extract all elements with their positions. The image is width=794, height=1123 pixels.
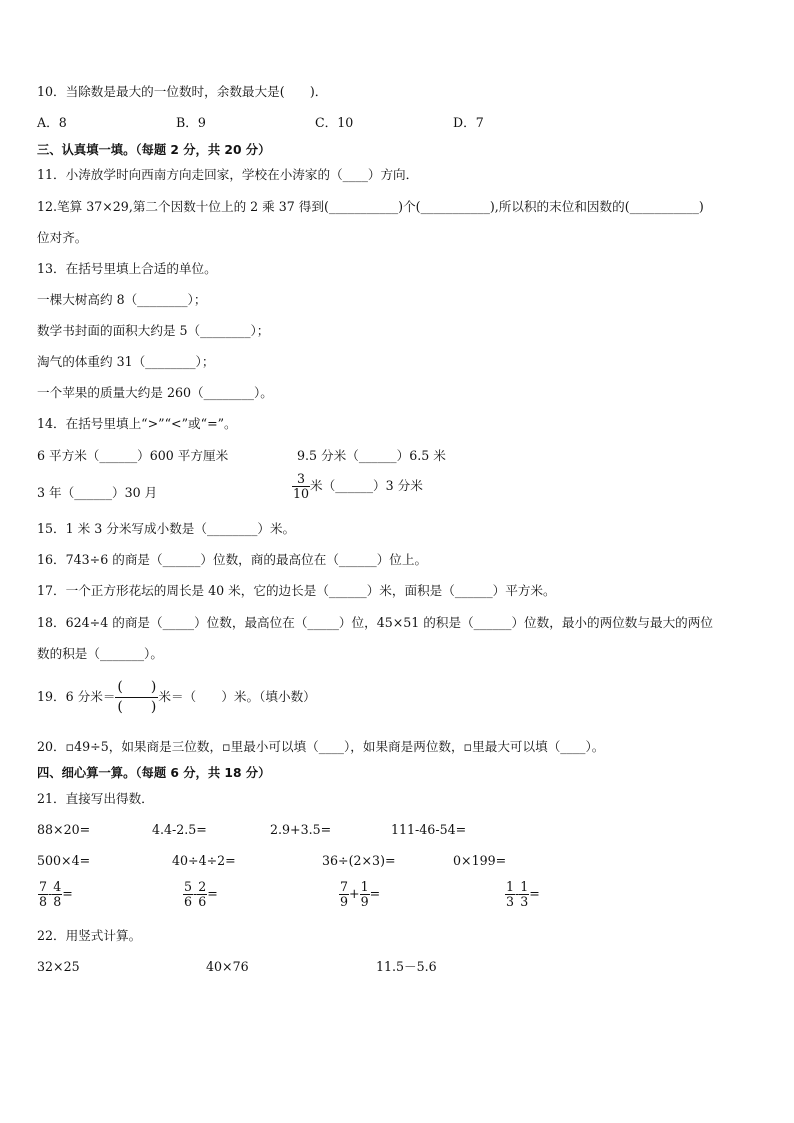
q21-row2-item-1: 500×4= bbox=[37, 853, 91, 868]
q13-item-2: 数学书封面的面积大约是 5（________）； bbox=[37, 323, 270, 338]
denominator: 8 bbox=[53, 894, 62, 909]
q14-fraction-numerator: 3 bbox=[292, 472, 310, 487]
numerator: 7 bbox=[39, 879, 48, 894]
operator: - bbox=[48, 886, 53, 901]
q19-fraction-denominator: ( ) bbox=[117, 699, 157, 715]
q13-item-4: 一个苹果的质量大约是 260（________）。 bbox=[37, 385, 273, 400]
denominator: 3 bbox=[506, 894, 515, 909]
numerator: 7 bbox=[340, 879, 349, 894]
q21-stem: 21．直接写出得数． bbox=[37, 791, 154, 806]
denominator: 3 bbox=[520, 894, 529, 909]
q21-row1-item-1: 88×20= bbox=[37, 822, 91, 837]
numerator: 4 bbox=[53, 879, 62, 894]
fraction bbox=[38, 880, 48, 909]
q21-row1-item-4: 111-46-54= bbox=[391, 822, 467, 837]
q13-stem: 13．在括号里填上合适的单位。 bbox=[37, 261, 217, 276]
q14-item-d bbox=[292, 472, 423, 501]
q14-item-b: 9.5 分米（______）6.5 米 bbox=[297, 448, 446, 463]
q12-line1: 12.笔算 37×29,第二个因数十位上的 2 乘 37 得到(___________)个(___________),所以积的末位和因数的(___________) bbox=[37, 199, 704, 214]
denominator: 9 bbox=[360, 894, 369, 909]
q21-row2-item-2: 40÷4÷2= bbox=[172, 853, 236, 868]
q21-row2-item-4: 0×199= bbox=[453, 853, 507, 868]
fraction bbox=[197, 880, 207, 909]
fraction bbox=[505, 880, 515, 909]
section4-title: 四、细心算一算。（每题 6 分，共 18 分） bbox=[37, 766, 271, 780]
operator: - bbox=[193, 886, 198, 901]
q10-option-d: D．7 bbox=[453, 115, 484, 130]
q20: 20．▫49÷5，如果商是三位数，▫里最小可以填（____），如果商是两位数，▫里最大可以填（____）。 bbox=[37, 739, 605, 754]
q14-item-a: 6 平方米（______）600 平方厘米 bbox=[37, 448, 229, 463]
q15: 15．1 米 3 分米写成小数是（________）米。 bbox=[37, 521, 296, 536]
q19-fraction-numerator: ( ) bbox=[115, 678, 158, 698]
q10-stem: 10．当除数是最大的一位数时，余数最大是( )． bbox=[37, 84, 328, 99]
q14-fraction-denominator: 10 bbox=[293, 486, 310, 501]
q19-fraction bbox=[115, 678, 158, 717]
q21-row3-item-2 bbox=[183, 880, 218, 909]
q12-line2: 位对齐。 bbox=[37, 230, 88, 245]
equals-sign: = bbox=[529, 886, 540, 901]
section3-title: 三、认真填一填。（每题 2 分，共 20 分） bbox=[37, 143, 271, 157]
fraction bbox=[339, 880, 349, 909]
q18-line1: 18．624÷4 的商是（_____）位数，最高位在（_____）位，45×51 的积是（______）位数，最小的两位数与最大的两位 bbox=[37, 615, 713, 630]
q21-row3-item-4 bbox=[505, 880, 540, 909]
q14-item-d-text: 米（______）3 分米 bbox=[310, 478, 423, 493]
equals-sign: = bbox=[207, 886, 218, 901]
operator: - bbox=[515, 886, 520, 901]
q21-row1-item-3: 2.9+3.5= bbox=[270, 822, 332, 837]
q11: 11．小涛放学时向西南方向走回家，学校在小涛家的（____）方向． bbox=[37, 167, 419, 182]
fraction bbox=[519, 880, 529, 909]
numerator: 1 bbox=[506, 879, 515, 894]
q22-stem: 22．用竖式计算。 bbox=[37, 928, 142, 943]
q14-fraction bbox=[292, 472, 310, 501]
fraction bbox=[52, 880, 62, 909]
q19 bbox=[37, 678, 316, 717]
q19-prefix: 19．6 分米＝ bbox=[37, 689, 116, 704]
q10-option-c: C．10 bbox=[315, 115, 354, 130]
q13-item-1: 一棵大树高约 8（________）； bbox=[37, 292, 207, 307]
numerator: 1 bbox=[520, 879, 529, 894]
q10-option-a: A．8 bbox=[37, 115, 67, 130]
q19-suffix: 米＝（ ）米。（填小数） bbox=[158, 689, 316, 704]
equals-sign: = bbox=[369, 886, 381, 901]
numerator: 1 bbox=[360, 879, 369, 894]
q17: 17．一个正方形花坛的周长是 40 米，它的边长是（______）米，面积是（______）平方米。 bbox=[37, 583, 556, 598]
q21-row3-item-3 bbox=[339, 880, 380, 909]
q10-option-b: B．9 bbox=[176, 115, 206, 130]
numerator: 2 bbox=[198, 879, 207, 894]
operator: + bbox=[349, 886, 360, 901]
denominator: 8 bbox=[39, 894, 48, 909]
q16: 16．743÷6 的商是（______）位数，商的最高位在（______）位上。 bbox=[37, 552, 428, 567]
q21-row3-item-1 bbox=[38, 880, 73, 909]
denominator: 6 bbox=[184, 894, 193, 909]
q22-item-3: 11.5－5.6 bbox=[376, 959, 437, 974]
denominator: 6 bbox=[198, 894, 207, 909]
numerator: 5 bbox=[184, 879, 193, 894]
equals-sign: = bbox=[62, 886, 73, 901]
q22-item-2: 40×76 bbox=[206, 959, 249, 974]
q22-item-1: 32×25 bbox=[37, 959, 80, 974]
fraction bbox=[360, 880, 370, 909]
q21-row1-item-2: 4.4-2.5= bbox=[152, 822, 207, 837]
q13-item-3: 淘气的体重约 31（________）； bbox=[37, 354, 215, 369]
q18-line2: 数的积是（_______）。 bbox=[37, 646, 163, 661]
q14-item-c: 3 年（______）30 月 bbox=[37, 485, 158, 500]
q21-row2-item-3: 36÷(2×3)= bbox=[322, 853, 396, 868]
denominator: 9 bbox=[340, 894, 349, 909]
fraction bbox=[183, 880, 193, 909]
q14-stem: 14．在括号里填上“>”“<”或“=”。 bbox=[37, 416, 237, 431]
